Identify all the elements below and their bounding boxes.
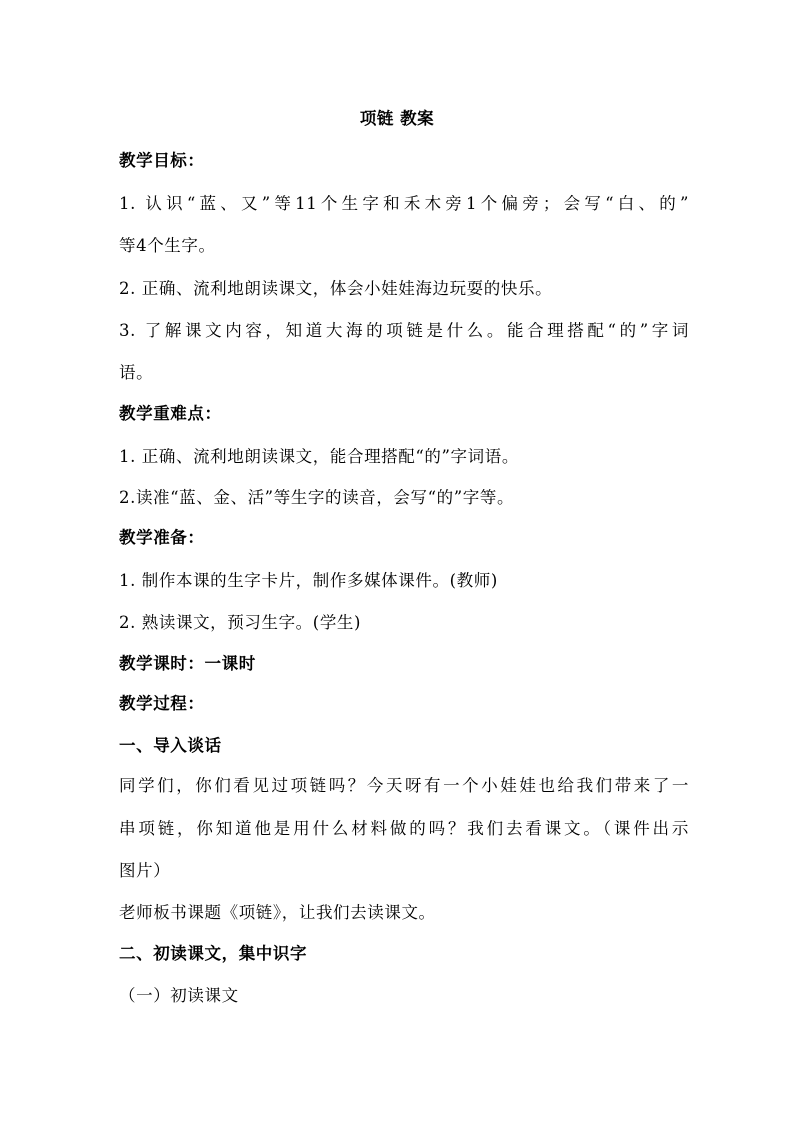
objective-item-3-line-1: 3. 了解课文内容，知道大海的项链是什么。能合理搭配“的”字词 [119, 321, 689, 340]
section-1-paragraph-line-1: 同学们，你们看见过项链吗？今天呀有一个小娃娃也给我们带来了一 [119, 776, 689, 795]
section-1-paragraph-line-2: 串项链，你知道他是用什么材料做的吗？我们去看课文。（课件出示 [119, 819, 689, 838]
preparation-item-2: 2. 熟读课文，预习生字。(学生) [119, 613, 362, 632]
key-points-heading: 教学重难点： [119, 404, 222, 423]
process-heading: 教学过程： [119, 694, 205, 713]
objective-item-1-line-2: 等4个生字。 [119, 236, 216, 255]
objective-item-3-line-2: 语。 [119, 363, 154, 382]
key-point-item-2: 2.读准“蓝、金、活”等生字的读音，会写“的”字等。 [119, 488, 515, 507]
objective-item-1-line-1: 1. 认识“蓝、又”等11个生字和禾木旁1个偏旁；会写“白、的” [119, 194, 689, 213]
class-hours-text: 教学课时：一课时 [119, 654, 256, 673]
key-point-item-1: 1. 正确、流利地朗读课文，能合理搭配“的”字词语。 [119, 447, 519, 466]
section-2-heading: 二、初读课文，集中识字 [119, 944, 308, 963]
preparation-item-1: 1. 制作本课的生字卡片，制作多媒体课件。(教师) [119, 571, 498, 590]
preparation-heading: 教学准备： [119, 528, 205, 547]
section-1-paragraph-2: 老师板书课题《项链》，让我们去读课文。 [119, 903, 436, 922]
section-1-paragraph-line-3: 图片） [119, 861, 171, 880]
section-2-subheading-1: （一）初读课文 [119, 986, 239, 1005]
objective-item-2: 2. 正确、流利地朗读课文，体会小娃娃海边玩耍的快乐。 [119, 279, 553, 298]
section-1-heading: 一、导入谈话 [119, 736, 222, 755]
document-title: 项链 教案 [359, 109, 435, 128]
objectives-heading: 教学目标： [119, 151, 205, 170]
